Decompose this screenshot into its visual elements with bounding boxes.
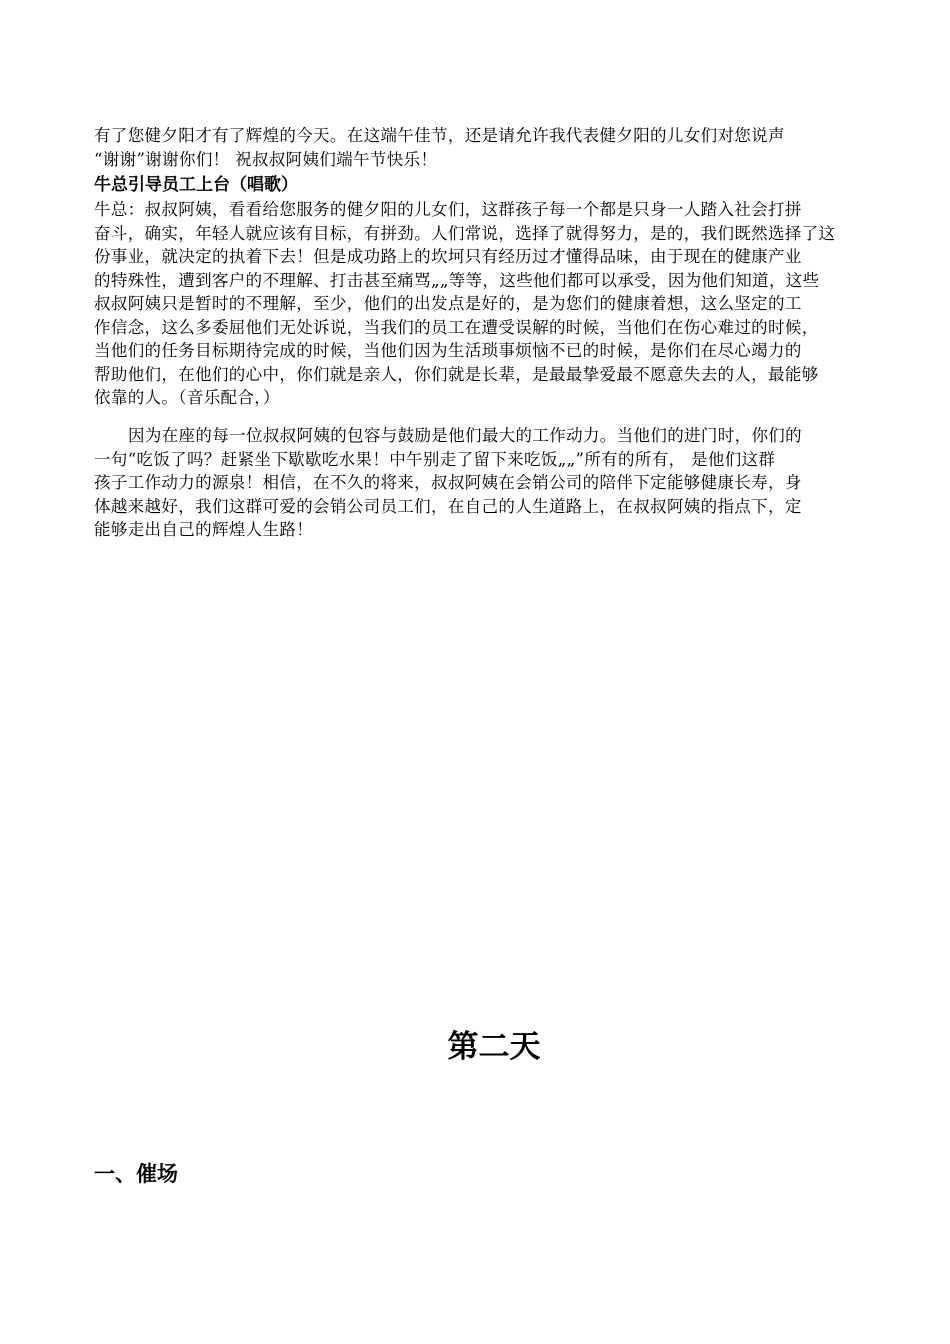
text-line: 依靠的人。（音乐配合，） [94, 388, 280, 407]
text-line: 体越来越好，我们这群可爱的会销公司员工们，在自己的人生道路上，在叔叔阿姨的指点下，定 [94, 496, 802, 516]
text-line: 作信念，这么多委屈他们无处诉说，当我们的员工在遭受误解的时候，当他们在伤心难过的时候， [94, 317, 819, 337]
text-line: 奋斗，确实，年轻人就应该有目标，有拼劲。人们常说，选择了就得努力，是的，我们既然选择了这 [94, 223, 836, 243]
text-line: 叔叔阿姨只是暂时的不理解，至少，他们的出发点是好的，是为您们的健康着想，这么坚定的工 [94, 294, 802, 313]
text-line: 的特殊性，遭到客户的不理解、打击甚至痛骂„„等等，这些他们都可以承受，因为他们知道，这些 [94, 270, 820, 290]
body-paragraph [94, 424, 884, 542]
section-title: 一、催场 [94, 1162, 178, 1186]
text-line: 孩子工作动力的源泉！相信，在不久的将来，叔叔阿姨在会销公司的陪伴下定能够健康长寿，身 [94, 473, 802, 492]
section-heading: 牛总引导员工上台（唱歌） [94, 175, 298, 195]
text-line: 一句“吃饭了吗？赶紧坐下歇歇吃水果！中午别走了留下来吃饭„„”所有的所有， 是他们这群 [94, 449, 776, 469]
day-title: 第二天 [447, 1029, 541, 1065]
text-line: 帮助他们，在他们的心中，你们就是亲人，你们就是长辈，是最最挚爱最不愿意失去的人，最能够 [94, 364, 819, 384]
intro-paragraph [94, 124, 884, 171]
text-line: 有了您健夕阳才有了辉煌的今天。在这端午佳节，还是请允许我代表健夕阳的儿女们对您说声 [94, 126, 785, 145]
text-line: 因为在座的每一位叔叔阿姨的包容与鼓励是他们最大的工作动力。当他们的进门时，你们的 [128, 426, 802, 445]
text-line: 份事业，就决定的执着下去！但是成功路上的坎坷只有经历过才懂得品味，由于现在的健康产业 [94, 247, 802, 266]
text-line: 能够走出自己的辉煌人生路！ [94, 520, 314, 539]
text-line: 当他们的任务目标期待完成的时候，当他们因为生活琐事烦恼不已的时候，是你们在尽心竭力的 [94, 341, 802, 360]
text-line: “谢谢”谢谢你们！ 祝叔叔阿姨们端午节快乐！ [94, 149, 438, 169]
speech-paragraph [94, 198, 884, 410]
text-line: 牛总：叔叔阿姨，看看给您服务的健夕阳的儿女们，这群孩子每一个都是只身一人踏入社会打拼 [94, 200, 802, 219]
